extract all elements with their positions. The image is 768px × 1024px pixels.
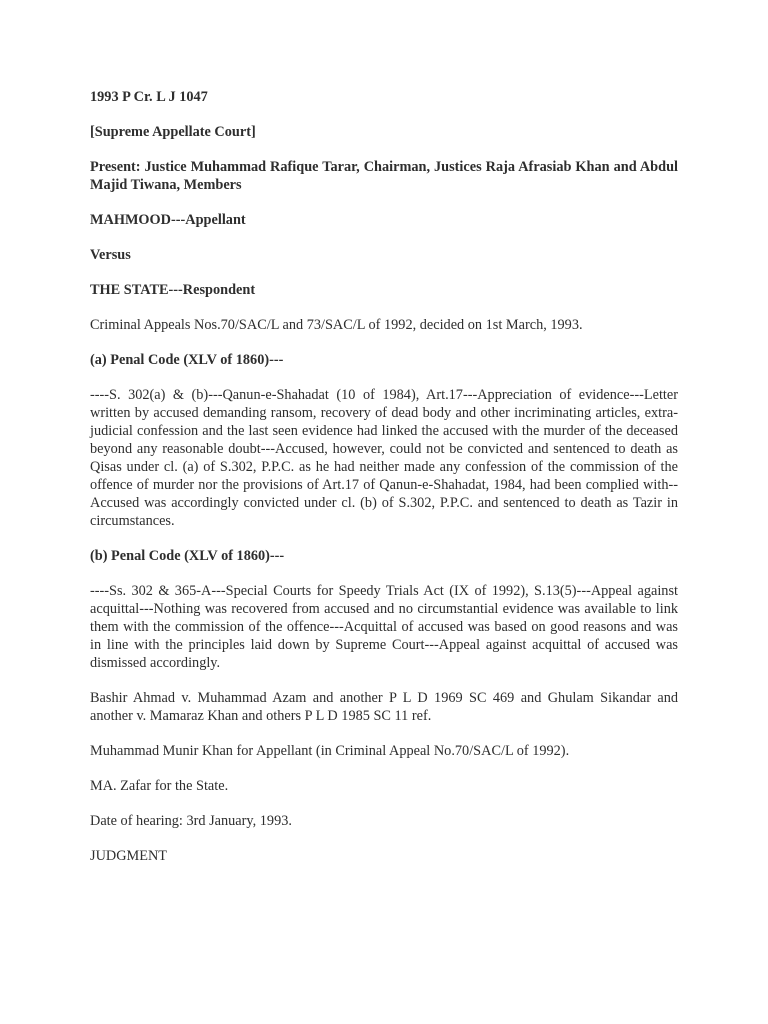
appellant-line: MAHMOOD---Appellant — [90, 212, 246, 228]
case-references: Bashir Ahmad v. Muhammad Azam and another P L D 1969 SC 469 and Ghulam Sikandar and another v. Mamaraz Khan and others P L D 1985 SC 11 ref. — [90, 690, 678, 724]
judgment-heading: JUDGMENT — [90, 848, 168, 864]
headnote-a-heading: (a) Penal Code (XLV of 1860)--- — [90, 352, 284, 368]
headnote-b-text: ----Ss. 302 & 365-A---Special Courts for Speedy Trials Act (IX of 1992), S.13(5)---Appeal against acquittal---Nothing was recovered from accused and no circumstantial evidence was available to link them with the commission of the offence---Acquittal of accused was based on good reasons and was in line with the principles laid down by Supreme Court---Appeal against acquittal of accused was dismissed accordingly. — [90, 583, 678, 671]
headnote-a-text: ----S. 302(a) & (b)---Qanun-e-Shahadat (10 of 1984), Art.17---Appreciation of evidence---Letter written by accused demanding ransom, recovery of dead body and other incriminating articles, extra-judicial confession and the last seen evidence had linked the accused with the murder of the deceased beyond any reasonable doubt---Accused, however, could not be convicted and sentenced to death as Qisas under cl. (a) of S.302, P.P.C. as he had neither made any confession of the commission of the offence of murder nor the provisions of Art.17 of Qanun-e-Shahadat, 1984, had been complied with-- Accused was accordingly convicted under cl. (b) of S.302, P.P.C. and sentenced to death as Tazir in circumstances. — [90, 387, 678, 529]
counsel-state: MA. Zafar for the State. — [90, 778, 229, 794]
bench-present: Present: Justice Muhammad Rafique Tarar, Chairman, Justices Raja Afrasiab Khan and Abdul Majid Tiwana, Members — [90, 159, 678, 193]
citation: 1993 P Cr. L J 1047 — [90, 89, 208, 105]
case-info: Criminal Appeals Nos.70/SAC/L and 73/SAC/L of 1992, decided on 1st March, 1993. — [90, 317, 583, 333]
hearing-date: Date of hearing: 3rd January, 1993. — [90, 813, 292, 829]
respondent-line: THE STATE---Respondent — [90, 282, 256, 298]
headnote-b-heading: (b) Penal Code (XLV of 1860)--- — [90, 548, 285, 564]
document-page — [90, 88, 678, 882]
counsel-appellant: Muhammad Munir Khan for Appellant (in Criminal Appeal No.70/SAC/L of 1992). — [90, 743, 570, 759]
court-name: [Supreme Appellate Court] — [90, 124, 256, 140]
versus-line: Versus — [90, 247, 131, 263]
